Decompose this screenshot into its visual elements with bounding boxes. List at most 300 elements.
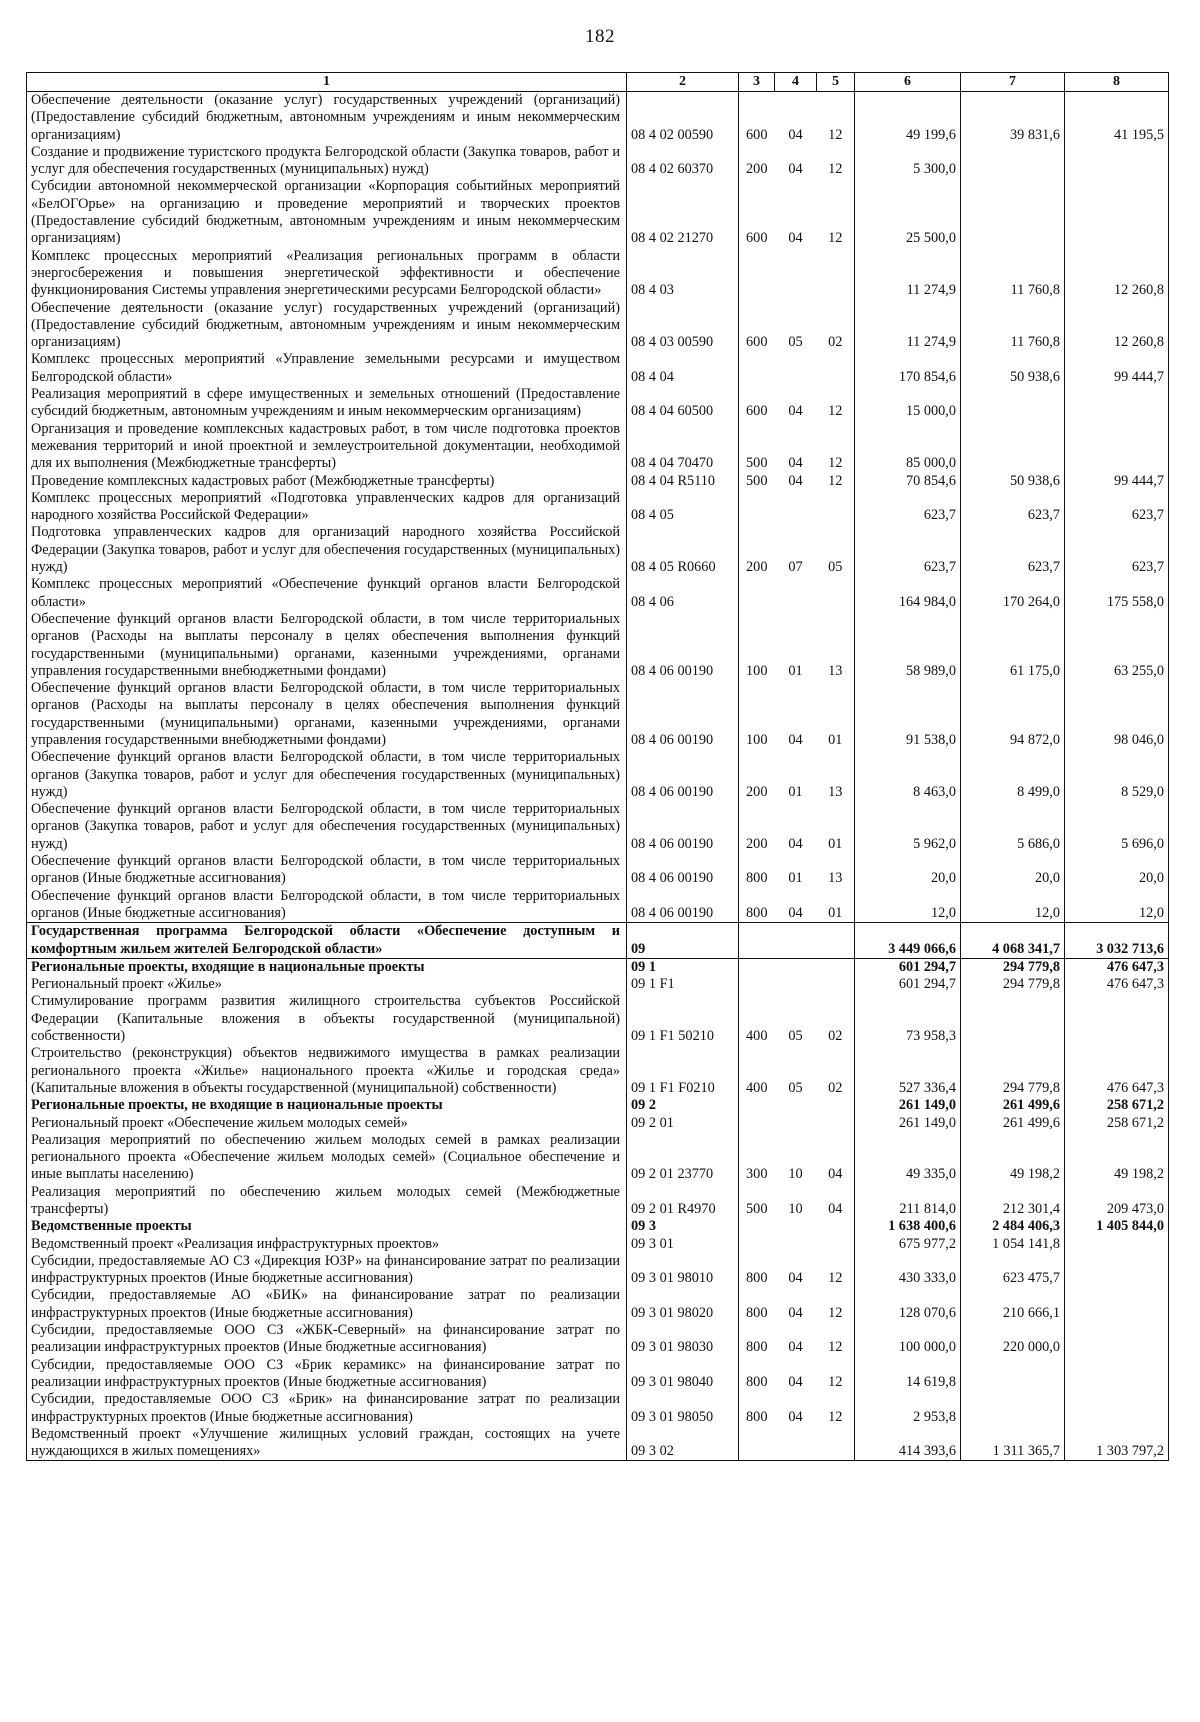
row-subsection-cell: 12 <box>817 178 855 247</box>
table-row <box>27 490 1169 525</box>
row-code-cell: 09 3 01 98020 <box>627 1287 739 1322</box>
row-code-cell: 08 4 06 00190 <box>627 801 739 853</box>
row-amount-col7-cell: 2 484 406,3 <box>961 1218 1065 1235</box>
row-subsection-cell <box>817 1097 855 1114</box>
table-row <box>27 351 1169 386</box>
row-code-cell: 08 4 06 00190 <box>627 853 739 888</box>
row-amount-col8-cell: 41 195,5 <box>1065 92 1169 144</box>
row-expense-type-cell: 800 <box>739 1322 775 1357</box>
column-header: 2 <box>627 73 739 92</box>
row-amount-col8-cell <box>1065 993 1169 1045</box>
table-row <box>27 958 1169 976</box>
row-expense-type-cell: 500 <box>739 1184 775 1219</box>
row-subsection-cell: 13 <box>817 853 855 888</box>
row-name-cell: Субсидии автономной некоммерческой организации «Корпорация событийных мероприятий «БелОГОрье» на организацию и проведение мероприятий и творческих проектов (Предоставление субсидий бюджетным, автономным учреждениям и иным некоммерческим организациям) <box>27 178 627 247</box>
row-expense-type-cell <box>739 1097 775 1114</box>
row-amount-col7-cell: 61 175,0 <box>961 611 1065 680</box>
row-subsection-cell <box>817 923 855 959</box>
row-subsection-cell: 04 <box>817 1184 855 1219</box>
table-row <box>27 248 1169 300</box>
row-amount-col8-cell <box>1065 1287 1169 1322</box>
row-amount-col8-cell <box>1065 386 1169 421</box>
row-name-cell: Обеспечение функций органов власти Белгородской области, в том числе территориальных органов (Иные бюджетные ассигнования) <box>27 853 627 888</box>
row-amount-col6-cell: 15 000,0 <box>855 386 961 421</box>
row-amount-col8-cell: 175 558,0 <box>1065 576 1169 611</box>
row-amount-col7-cell: 294 779,8 <box>961 976 1065 993</box>
row-name-cell: Обеспечение функций органов власти Белгородской области, в том числе территориальных органов (Закупка товаров, работ и услуг для обеспечения государственных (муниципальных) нужд) <box>27 801 627 853</box>
row-code-cell: 09 3 01 98010 <box>627 1253 739 1288</box>
row-subsection-cell: 12 <box>817 1253 855 1288</box>
row-section-cell: 04 <box>788 126 803 143</box>
row-name-cell: Реализация мероприятий по обеспечению жильем молодых семей (Межбюджетные трансферты) <box>27 1184 627 1219</box>
row-name-cell: Субсидии, предоставляемые ООО СЗ «Брик керамикс» на финансирование затрат по реализации инфраструктурных проектов (Иные бюджетные ассигнования) <box>27 1357 627 1392</box>
row-amount-col8-cell <box>1065 1253 1169 1288</box>
row-amount-col6-cell: 5 300,0 <box>855 144 961 179</box>
row-code-cell: 08 4 03 <box>627 248 739 300</box>
row-code-cell: 09 1 F1 <box>627 976 739 993</box>
row-amount-col6-cell: 211 814,0 <box>855 1184 961 1219</box>
row-subsection-cell <box>817 958 855 976</box>
row-section-cell: 04 <box>788 1304 803 1321</box>
header-row <box>27 73 1169 92</box>
row-name-cell: Обеспечение функций органов власти Белгородской области, в том числе территориальных органов (Иные бюджетные ассигнования) <box>27 888 627 923</box>
row-subsection-cell: 05 <box>817 524 855 576</box>
row-amount-col6-cell: 5 962,0 <box>855 801 961 853</box>
row-code-cell: 09 3 01 <box>627 1236 739 1253</box>
row-section-cell: 05 <box>788 1079 803 1096</box>
row-subsection-cell: 12 <box>817 1287 855 1322</box>
row-code-cell: 08 4 02 60370 <box>627 144 739 179</box>
row-expense-type-cell <box>739 1218 775 1235</box>
row-amount-col8-cell: 20,0 <box>1065 853 1169 888</box>
row-amount-col8-cell <box>1065 178 1169 247</box>
row-expense-type-cell: 800 <box>739 1287 775 1322</box>
row-subsection-cell <box>817 351 855 386</box>
row-expense-type-cell: 800 <box>739 1357 775 1392</box>
row-amount-col6-cell: 164 984,0 <box>855 576 961 611</box>
row-section-cell: 04 <box>788 403 803 420</box>
row-subsection-cell: 01 <box>817 680 855 749</box>
row-code-cell: 08 4 06 00190 <box>627 611 739 680</box>
row-expense-type-cell <box>739 976 775 993</box>
row-amount-col6-cell: 49 199,6 <box>855 92 961 144</box>
row-subsection-cell <box>817 1426 855 1461</box>
row-amount-col6-cell: 2 953,8 <box>855 1391 961 1426</box>
row-amount-col7-cell: 261 499,6 <box>961 1115 1065 1132</box>
row-expense-type-cell: 200 <box>739 801 775 853</box>
row-amount-col7-cell: 220 000,0 <box>961 1322 1065 1357</box>
row-code-cell: 08 4 03 00590 <box>627 300 739 352</box>
row-amount-col6-cell: 128 070,6 <box>855 1287 961 1322</box>
row-expense-type-cell <box>739 923 775 959</box>
row-amount-col6-cell: 1 638 400,6 <box>855 1218 961 1235</box>
row-amount-col7-cell: 50 938,6 <box>961 351 1065 386</box>
row-amount-col8-cell <box>1065 1391 1169 1426</box>
row-expense-type-cell <box>739 1426 775 1461</box>
row-code-cell: 08 4 04 60500 <box>627 386 739 421</box>
row-amount-col6-cell: 527 336,4 <box>855 1045 961 1097</box>
row-amount-col6-cell: 170 854,6 <box>855 351 961 386</box>
row-name-cell: Субсидии, предоставляемые ООО СЗ «ЖБК-Северный» на финансирование затрат по реализации инфраструктурных проектов (Иные бюджетные ассигнования) <box>27 1322 627 1357</box>
row-section-cell <box>775 248 817 300</box>
row-name-cell: Организация и проведение комплексных кадастровых работ, в том числе подготовка проектов межевания территорий и иной проектной и землеустроительной документации, необходимой для их выполнения (Межбюджетные трансферты) <box>27 421 627 473</box>
row-subsection-cell: 02 <box>817 1045 855 1097</box>
row-section-cell: 01 <box>788 870 803 887</box>
table-row <box>27 1357 1169 1392</box>
table-body <box>27 92 1169 1461</box>
table-row <box>27 1132 1169 1184</box>
row-expense-type-cell: 600 <box>739 92 775 144</box>
row-code-cell: 08 4 06 00190 <box>627 680 739 749</box>
row-amount-col7-cell: 11 760,8 <box>961 300 1065 352</box>
row-amount-col8-cell: 258 671,2 <box>1065 1115 1169 1132</box>
row-amount-col6-cell: 58 989,0 <box>855 611 961 680</box>
row-section-cell <box>775 576 817 611</box>
column-header: 7 <box>961 73 1065 92</box>
row-section-cell: 04 <box>788 1373 803 1390</box>
row-section-cell: 04 <box>788 904 803 921</box>
row-code-cell: 08 4 04 <box>627 351 739 386</box>
row-section-cell <box>775 351 817 386</box>
table-row <box>27 386 1169 421</box>
row-expense-type-cell <box>739 958 775 976</box>
row-amount-col7-cell: 4 068 341,7 <box>961 923 1065 959</box>
row-amount-col8-cell: 623,7 <box>1065 490 1169 525</box>
column-header: 8 <box>1065 73 1169 92</box>
row-amount-col7-cell <box>961 1357 1065 1392</box>
row-code-cell: 08 4 04 R5110 <box>627 473 739 490</box>
table-row <box>27 749 1169 801</box>
row-amount-col6-cell: 601 294,7 <box>855 958 961 976</box>
row-expense-type-cell: 100 <box>739 611 775 680</box>
row-subsection-cell: 13 <box>817 611 855 680</box>
row-amount-col7-cell: 94 872,0 <box>961 680 1065 749</box>
row-amount-col8-cell <box>1065 1357 1169 1392</box>
row-amount-col6-cell: 675 977,2 <box>855 1236 961 1253</box>
row-expense-type-cell <box>739 248 775 300</box>
row-code-cell: 08 4 06 <box>627 576 739 611</box>
row-expense-type-cell: 600 <box>739 178 775 247</box>
row-amount-col6-cell: 85 000,0 <box>855 421 961 473</box>
row-code-cell: 08 4 05 <box>627 490 739 525</box>
row-amount-col7-cell <box>961 386 1065 421</box>
row-expense-type-cell <box>739 351 775 386</box>
table-row <box>27 1253 1169 1288</box>
row-code-cell: 08 4 06 00190 <box>627 749 739 801</box>
table-row <box>27 611 1169 680</box>
row-expense-type-cell: 200 <box>739 524 775 576</box>
row-subsection-cell: 04 <box>817 1132 855 1184</box>
row-expense-type-cell: 500 <box>739 421 775 473</box>
row-name-cell: Региональный проект «Жилье» <box>27 976 627 993</box>
row-name-cell: Строительство (реконструкция) объектов недвижимого имущества в рамках реализации регионального проекта «Жилье» национального проекта «Жилье и городская среда» (Капитальные вложения в объекты государственной (муниципальной) собственности) <box>27 1045 627 1097</box>
table-row <box>27 976 1169 993</box>
row-subsection-cell: 01 <box>817 801 855 853</box>
row-section-cell <box>775 1218 817 1235</box>
row-amount-col8-cell: 1 303 797,2 <box>1065 1426 1169 1461</box>
row-section-cell <box>775 976 817 993</box>
column-header: 6 <box>855 73 961 92</box>
row-amount-col7-cell: 1 054 141,8 <box>961 1236 1065 1253</box>
row-section-cell: 04 <box>788 455 803 472</box>
row-section-cell: 04 <box>788 835 803 852</box>
row-amount-col8-cell: 99 444,7 <box>1065 473 1169 490</box>
row-name-cell: Региональные проекты, входящие в национальные проекты <box>27 958 627 976</box>
row-name-cell: Подготовка управленческих кадров для организаций народного хозяйства Российской Федерации (Закупка товаров, работ и услуг для обеспечения государственных (муниципальных) нужд) <box>27 524 627 576</box>
row-amount-col8-cell: 476 647,3 <box>1065 976 1169 993</box>
row-subsection-cell: 12 <box>817 1391 855 1426</box>
row-name-cell: Комплекс процессных мероприятий «Подготовка управленческих кадров для организаций народного хозяйства Российской Федерации» <box>27 490 627 525</box>
row-section-cell: 04 <box>788 1270 803 1287</box>
row-amount-col8-cell: 12,0 <box>1065 888 1169 923</box>
row-subsection-cell: 12 <box>817 92 855 144</box>
row-section-cell <box>775 1097 817 1114</box>
row-section-cell: 10 <box>788 1201 803 1217</box>
row-expense-type-cell: 300 <box>739 1132 775 1184</box>
row-expense-type-cell <box>739 490 775 525</box>
row-amount-col7-cell: 8 499,0 <box>961 749 1065 801</box>
row-amount-col7-cell <box>961 178 1065 247</box>
row-section-cell: 07 <box>788 559 803 576</box>
row-amount-col7-cell: 212 301,4 <box>961 1184 1065 1219</box>
row-code-cell: 09 1 F1 50210 <box>627 993 739 1045</box>
row-subsection-cell <box>817 576 855 611</box>
row-section-cell <box>775 958 817 976</box>
row-amount-col6-cell: 49 335,0 <box>855 1132 961 1184</box>
row-name-cell: Государственная программа Белгородской области «Обеспечение доступным и комфортным жильем жителей Белгородской области» <box>27 923 627 959</box>
row-amount-col6-cell: 100 000,0 <box>855 1322 961 1357</box>
row-amount-col6-cell: 623,7 <box>855 490 961 525</box>
row-subsection-cell <box>817 976 855 993</box>
row-code-cell: 08 4 02 21270 <box>627 178 739 247</box>
row-name-cell: Ведомственный проект «Реализация инфраструктурных проектов» <box>27 1236 627 1253</box>
row-section-cell <box>775 1115 817 1132</box>
row-section-cell: 04 <box>788 1408 803 1425</box>
row-code-cell: 08 4 02 00590 <box>627 92 739 144</box>
row-code-cell: 09 2 <box>627 1097 739 1114</box>
row-amount-col7-cell: 11 760,8 <box>961 248 1065 300</box>
table-row <box>27 1426 1169 1461</box>
row-expense-type-cell: 400 <box>739 993 775 1045</box>
row-subsection-cell: 13 <box>817 749 855 801</box>
row-amount-col8-cell: 209 473,0 <box>1065 1184 1169 1219</box>
row-section-cell: 05 <box>788 1028 803 1045</box>
row-amount-col6-cell: 3 449 066,6 <box>855 923 961 959</box>
row-subsection-cell: 12 <box>817 144 855 179</box>
row-subsection-cell: 12 <box>817 1322 855 1357</box>
row-code-cell: 09 3 01 98050 <box>627 1391 739 1426</box>
row-name-cell: Создание и продвижение туристского продукта Белгородской области (Закупка товаров, работ и услуг для обеспечения государственных (муниципальных) нужд) <box>27 144 627 179</box>
table-row <box>27 1115 1169 1132</box>
row-amount-col8-cell: 5 696,0 <box>1065 801 1169 853</box>
row-amount-col6-cell: 70 854,6 <box>855 473 961 490</box>
row-section-cell: 01 <box>788 662 803 679</box>
row-amount-col6-cell: 261 149,0 <box>855 1115 961 1132</box>
row-expense-type-cell: 100 <box>739 680 775 749</box>
row-amount-col6-cell: 14 619,8 <box>855 1357 961 1392</box>
row-subsection-cell: 12 <box>817 473 855 490</box>
row-amount-col6-cell: 414 393,6 <box>855 1426 961 1461</box>
row-name-cell: Стимулирование программ развития жилищного строительства субъектов Российской Федерации (Капитальные вложения в объекты государственной (муниципальной) собственности) <box>27 993 627 1045</box>
row-expense-type-cell: 800 <box>739 888 775 923</box>
row-amount-col8-cell: 98 046,0 <box>1065 680 1169 749</box>
table-row <box>27 421 1169 473</box>
budget-table <box>26 72 1169 1461</box>
row-code-cell: 09 3 02 <box>627 1426 739 1461</box>
row-name-cell: Региональные проекты, не входящие в национальные проекты <box>27 1097 627 1114</box>
row-name-cell: Обеспечение функций органов власти Белгородской области, в том числе территориальных органов (Расходы на выплаты персоналу в целях обеспечения выполнения функций государственными (муниципальными) органами, казенными учреждениями, органами управления государственными внебюджетными фондами) <box>27 680 627 749</box>
row-amount-col6-cell: 11 274,9 <box>855 248 961 300</box>
table-row <box>27 993 1169 1045</box>
row-amount-col7-cell <box>961 144 1065 179</box>
row-amount-col8-cell: 12 260,8 <box>1065 300 1169 352</box>
row-amount-col8-cell: 99 444,7 <box>1065 351 1169 386</box>
table-row <box>27 1218 1169 1235</box>
row-expense-type-cell: 800 <box>739 1253 775 1288</box>
row-section-cell <box>775 1236 817 1253</box>
column-header: 4 <box>775 73 817 92</box>
row-amount-col6-cell: 73 958,3 <box>855 993 961 1045</box>
row-subsection-cell: 12 <box>817 1357 855 1392</box>
row-name-cell: Субсидии, предоставляемые АО СЗ «Дирекция ЮЗР» на финансирование затрат по реализации инфраструктурных проектов (Иные бюджетные ассигнования) <box>27 1253 627 1288</box>
row-expense-type-cell: 600 <box>739 300 775 352</box>
row-code-cell: 09 1 F1 F0210 <box>627 1045 739 1097</box>
row-name-cell: Субсидии, предоставляемые ООО СЗ «Брик» на финансирование затрат по реализации инфраструктурных проектов (Иные бюджетные ассигнования) <box>27 1391 627 1426</box>
row-amount-col7-cell: 39 831,6 <box>961 92 1065 144</box>
row-amount-col8-cell: 476 647,3 <box>1065 1045 1169 1097</box>
row-subsection-cell <box>817 1115 855 1132</box>
row-amount-col6-cell: 601 294,7 <box>855 976 961 993</box>
table-row <box>27 853 1169 888</box>
row-amount-col7-cell: 50 938,6 <box>961 473 1065 490</box>
column-header: 3 <box>739 73 775 92</box>
row-code-cell: 08 4 05 R0660 <box>627 524 739 576</box>
row-amount-col8-cell <box>1065 1236 1169 1253</box>
row-name-cell: Субсидии, предоставляемые АО «БИК» на финансирование затрат по реализации инфраструктурных проектов (Иные бюджетные ассигнования) <box>27 1287 627 1322</box>
table-row <box>27 473 1169 490</box>
row-amount-col6-cell: 430 333,0 <box>855 1253 961 1288</box>
table-row <box>27 1391 1169 1426</box>
row-amount-col7-cell: 294 779,8 <box>961 1045 1065 1097</box>
table-row <box>27 576 1169 611</box>
row-section-cell: 01 <box>788 783 803 800</box>
table-row <box>27 801 1169 853</box>
row-code-cell: 09 <box>627 923 739 959</box>
row-subsection-cell: 12 <box>817 421 855 473</box>
row-name-cell: Обеспечение деятельности (оказание услуг) государственных учреждений (организаций) (Предоставление субсидий бюджетным, автономным учреждениям и иным некоммерческим организациям) <box>27 92 627 144</box>
table-row <box>27 524 1169 576</box>
row-section-cell <box>775 490 817 525</box>
row-expense-type-cell: 600 <box>739 386 775 421</box>
row-section-cell <box>775 1426 817 1461</box>
row-section-cell <box>775 923 817 959</box>
row-amount-col8-cell: 1 405 844,0 <box>1065 1218 1169 1235</box>
row-section-cell: 04 <box>788 731 803 748</box>
row-name-cell: Ведомственные проекты <box>27 1218 627 1235</box>
row-amount-col6-cell: 25 500,0 <box>855 178 961 247</box>
row-amount-col8-cell <box>1065 421 1169 473</box>
column-header: 5 <box>817 73 855 92</box>
row-subsection-cell <box>817 1236 855 1253</box>
row-section-cell: 04 <box>788 472 803 489</box>
table-row <box>27 1287 1169 1322</box>
row-code-cell: 09 3 <box>627 1218 739 1235</box>
row-code-cell: 09 3 01 98030 <box>627 1322 739 1357</box>
row-amount-col8-cell: 63 255,0 <box>1065 611 1169 680</box>
table-row <box>27 300 1169 352</box>
row-amount-col7-cell: 20,0 <box>961 853 1065 888</box>
row-expense-type-cell: 800 <box>739 853 775 888</box>
row-name-cell: Реализация мероприятий в сфере имущественных и земельных отношений (Предоставление субсидий бюджетным, автономным учреждениям и иным некоммерческим организациям) <box>27 386 627 421</box>
row-amount-col6-cell: 623,7 <box>855 524 961 576</box>
row-section-cell: 04 <box>788 161 803 178</box>
column-header: 1 <box>27 73 627 92</box>
row-amount-col7-cell: 623,7 <box>961 524 1065 576</box>
row-subsection-cell <box>817 248 855 300</box>
table-row <box>27 1322 1169 1357</box>
row-expense-type-cell: 200 <box>739 749 775 801</box>
row-amount-col7-cell: 623 475,7 <box>961 1253 1065 1288</box>
row-subsection-cell: 02 <box>817 300 855 352</box>
row-amount-col7-cell: 623,7 <box>961 490 1065 525</box>
row-name-cell: Обеспечение функций органов власти Белгородской области, в том числе территориальных органов (Закупка товаров, работ и услуг для обеспечения государственных (муниципальных) нужд) <box>27 749 627 801</box>
row-amount-col7-cell <box>961 421 1065 473</box>
row-subsection-cell: 12 <box>817 386 855 421</box>
row-subsection-cell: 01 <box>817 888 855 923</box>
row-amount-col7-cell: 210 666,1 <box>961 1287 1065 1322</box>
row-code-cell: 09 2 01 <box>627 1115 739 1132</box>
page-number: 182 <box>585 26 615 47</box>
row-amount-col8-cell <box>1065 144 1169 179</box>
row-name-cell: Региональный проект «Обеспечение жильем молодых семей» <box>27 1115 627 1132</box>
row-name-cell: Комплекс процессных мероприятий «Управление земельными ресурсами и имуществом Белгородской области» <box>27 351 627 386</box>
table-row <box>27 1045 1169 1097</box>
table-row <box>27 923 1169 959</box>
row-code-cell: 09 3 01 98040 <box>627 1357 739 1392</box>
row-section-cell: 04 <box>788 1339 803 1356</box>
row-section-cell: 10 <box>788 1166 803 1183</box>
row-name-cell: Комплекс процессных мероприятий «Реализация региональных программ в области энергосбережения и повышения энергетической эффективности и обеспечение функционирования Системы управления энергетическими ресурсами Белгородской области» <box>27 248 627 300</box>
row-amount-col8-cell: 623,7 <box>1065 524 1169 576</box>
row-amount-col6-cell: 261 149,0 <box>855 1097 961 1114</box>
row-code-cell: 09 2 01 R4970 <box>627 1184 739 1219</box>
row-name-cell: Обеспечение функций органов власти Белгородской области, в том числе территориальных органов (Расходы на выплаты персоналу в целях обеспечения выполнения функций государственными (муниципальными) органами, казенными учреждениями, органами управления государственными внебюджетными фондами) <box>27 611 627 680</box>
row-amount-col8-cell: 258 671,2 <box>1065 1097 1169 1114</box>
row-amount-col7-cell: 294 779,8 <box>961 958 1065 976</box>
row-amount-col7-cell <box>961 993 1065 1045</box>
row-expense-type-cell <box>739 1236 775 1253</box>
row-amount-col8-cell: 49 198,2 <box>1065 1132 1169 1184</box>
row-amount-col7-cell <box>961 1391 1065 1426</box>
row-name-cell: Комплекс процессных мероприятий «Обеспечение функций органов власти Белгородской области» <box>27 576 627 611</box>
row-amount-col7-cell: 261 499,6 <box>961 1097 1065 1114</box>
row-expense-type-cell <box>739 1115 775 1132</box>
row-amount-col6-cell: 12,0 <box>855 888 961 923</box>
row-expense-type-cell: 400 <box>739 1045 775 1097</box>
row-expense-type-cell: 200 <box>739 144 775 179</box>
row-expense-type-cell: 500 <box>739 473 775 490</box>
row-section-cell: 05 <box>788 334 803 351</box>
table-row <box>27 178 1169 247</box>
row-amount-col8-cell <box>1065 1322 1169 1357</box>
table-row <box>27 680 1169 749</box>
row-amount-col8-cell: 8 529,0 <box>1065 749 1169 801</box>
table-row <box>27 92 1169 144</box>
row-amount-col7-cell: 1 311 365,7 <box>961 1426 1065 1461</box>
table-row <box>27 1236 1169 1253</box>
row-subsection-cell: 02 <box>817 993 855 1045</box>
table-row <box>27 888 1169 923</box>
